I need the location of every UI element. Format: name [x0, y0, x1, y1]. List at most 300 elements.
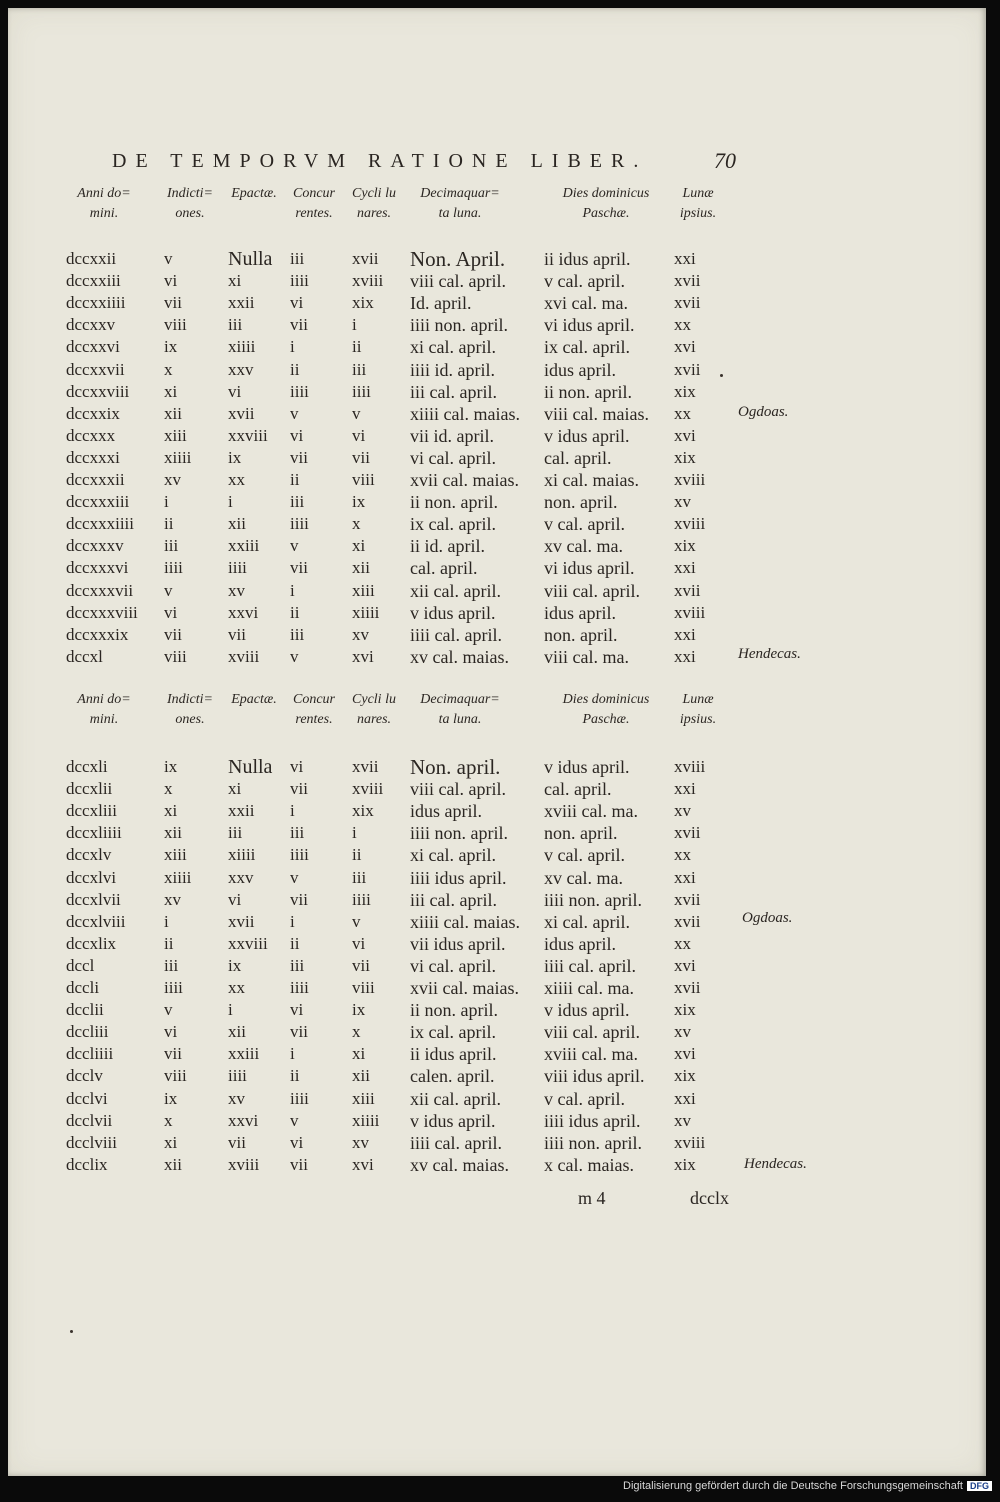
cell-concurrent: v [290, 403, 299, 423]
cell-moon-age: xvi [674, 955, 696, 975]
side-note-hendecas-1: Hendecas. [738, 646, 801, 662]
cell-easter-sunday: v cal. april. [544, 1088, 625, 1109]
cell-year: dccxxviii [66, 381, 130, 401]
cell-year: dccxxix [66, 403, 120, 423]
cell-year: dccxxxvii [66, 580, 134, 600]
cell-easter-sunday: iiii cal. april. [544, 955, 636, 976]
cell-easter-sunday: v cal. april. [544, 271, 625, 292]
cell-lunar-cycle: ix [352, 492, 366, 512]
cell-concurrent: vii [290, 558, 308, 578]
cell-concurrent: iiii [290, 271, 309, 291]
cell-concurrent: i [290, 1044, 295, 1064]
cell-epact: xx [228, 470, 245, 489]
cell-moon-age: xx [674, 315, 691, 335]
dfg-logo: DFG [967, 1481, 992, 1491]
cell-year: dccxxv [66, 315, 116, 335]
cell-indiction: viii [164, 1066, 187, 1086]
cell-year: dccxxvi [66, 337, 120, 357]
cell-epact: xx [228, 978, 245, 997]
cell-year: dcclv [66, 1066, 103, 1086]
cell-lunar-cycle: iii [352, 867, 367, 887]
cell-epact: xv [228, 580, 245, 600]
cell-concurrent: vii [290, 779, 308, 799]
cell-moon-age: xix [674, 1066, 696, 1086]
cell-luna-xiv: ix cal. april. [410, 1022, 496, 1043]
running-head-title: DE TEMPORVM RATIONE LIBER. [112, 150, 648, 172]
cell-indiction: vii [164, 293, 182, 313]
cell-lunar-cycle: xvii [352, 757, 379, 776]
cell-indiction: vii [164, 1044, 182, 1064]
cell-moon-age: xv [674, 801, 691, 821]
cell-easter-sunday: xv cal. ma. [544, 536, 623, 557]
cell-moon-age: xxi [674, 624, 696, 644]
cell-luna-xiv: xii cal. april. [410, 580, 501, 601]
cell-easter-sunday: viii cal. april. [544, 580, 640, 601]
cell-moon-age: xix [674, 381, 696, 401]
cell-epact: xviii [228, 1154, 260, 1174]
cell-lunar-cycle: xv [352, 624, 369, 644]
cell-lunar-cycle: xix [352, 293, 374, 313]
cell-easter-sunday: iiii non. april. [544, 889, 642, 910]
cell-moon-age: xxi [674, 779, 696, 799]
cell-indiction: viii [164, 646, 187, 666]
cell-year: dccliiii [66, 1044, 114, 1064]
cell-epact: xiiii [228, 845, 256, 865]
cell-luna-xiv: ii idus april. [410, 1044, 497, 1065]
header-epact: Epactæ. [231, 692, 277, 707]
cell-luna-xiv: iiii cal. april. [410, 1132, 502, 1153]
cell-year: dcclii [66, 1000, 104, 1020]
header-concurrent: Concur rentes. [293, 186, 335, 221]
cell-luna-xiv: idus april. [410, 801, 482, 822]
cell-easter-sunday: idus april. [544, 359, 616, 380]
cell-moon-age: xvii [674, 580, 701, 600]
cell-indiction: xv [164, 470, 181, 489]
cell-lunar-cycle: ix [352, 1000, 366, 1020]
cell-moon-age: xix [674, 447, 696, 467]
cell-lunar-cycle: viii [352, 978, 375, 997]
cell-epact: ix [228, 447, 242, 467]
cell-concurrent: iii [290, 492, 305, 512]
cell-concurrent: iiii [290, 1088, 309, 1108]
cell-luna-xiv: xiiii cal. maias. [410, 403, 520, 424]
cell-moon-age: xx [674, 403, 691, 423]
cell-lunar-cycle: xiiii [352, 602, 380, 622]
cell-indiction: vi [164, 1022, 178, 1042]
cell-lunar-cycle: xiii [352, 1088, 375, 1108]
cell-moon-age: xv [674, 492, 691, 512]
cell-concurrent: i [290, 801, 295, 821]
cell-moon-age: xvi [674, 425, 696, 445]
cell-lunar-cycle: vii [352, 955, 370, 975]
cell-moon-age: xvii [674, 271, 701, 291]
cell-epact: vi [228, 889, 242, 909]
cell-easter-sunday: viii idus april. [544, 1066, 645, 1087]
header-easter-sunday: Dies dominicus Paschæ. [562, 186, 650, 221]
cell-moon-age: xvi [674, 1044, 696, 1064]
cell-easter-sunday: v idus april. [544, 1000, 630, 1021]
cell-easter-sunday: non. april. [544, 492, 618, 513]
cell-concurrent: vii [290, 1154, 308, 1174]
cell-epact: ix [228, 955, 242, 975]
cell-year: dccxxxvi [66, 558, 129, 578]
cell-concurrent: ii [290, 359, 300, 379]
cell-lunar-cycle: xv [352, 1132, 369, 1152]
cell-lunar-cycle: xviii [352, 779, 384, 799]
cell-epact: xxvi [228, 1110, 259, 1130]
cell-easter-sunday: non. april. [544, 624, 618, 645]
cell-lunar-cycle: xiii [352, 580, 375, 600]
cell-lunar-cycle: xvi [352, 1154, 374, 1174]
cell-year: dccxxxix [66, 624, 129, 644]
cell-easter-sunday: v idus april. [544, 425, 630, 446]
cell-indiction: xiiii [164, 447, 192, 467]
cell-epact: i [228, 1000, 233, 1020]
header-luna-xiv: Decimaquar= ta luna. [420, 186, 500, 221]
cell-moon-age: xviii [674, 514, 706, 534]
cell-lunar-cycle: i [352, 315, 357, 335]
cell-luna-xiv: ix cal. april. [410, 514, 496, 535]
cell-luna-xiv: xvii cal. maias. [410, 470, 519, 490]
cell-concurrent: ii [290, 470, 300, 489]
cell-concurrent: iii [290, 624, 305, 644]
cell-luna-xiv: xv cal. maias. [410, 646, 509, 667]
cell-concurrent: vii [290, 315, 308, 335]
cell-concurrent: vi [290, 425, 304, 445]
cell-luna-xiv: xv cal. maias. [410, 1154, 509, 1175]
credit-text: Digitalisierung gefördert durch die Deutsche Forschungsgemeinschaft [623, 1480, 963, 1492]
cell-indiction: vii [164, 624, 182, 644]
cell-lunar-cycle: viii [352, 470, 375, 489]
cell-lunar-cycle: iiii [352, 381, 371, 401]
cell-luna-xiv: xiiii cal. maias. [410, 911, 520, 932]
header-easter-sunday: Dies dominicus Paschæ. [562, 692, 650, 727]
cell-concurrent: vi [290, 757, 304, 776]
header-moon-age: Lunæ ipsius. [679, 692, 717, 727]
cell-concurrent: vi [290, 293, 304, 313]
cell-epact: iiii [228, 558, 247, 578]
cell-moon-age: xviii [674, 470, 706, 489]
book-page [8, 8, 986, 1476]
cell-moon-age: xx [674, 933, 691, 953]
cell-epact: xii [228, 1022, 246, 1042]
cell-epact: xxv [228, 359, 254, 379]
digitization-credit [623, 1480, 992, 1492]
cell-epact: vi [228, 381, 242, 401]
cell-epact: xvii [228, 403, 255, 423]
cell-easter-sunday: iiii non. april. [544, 1132, 642, 1153]
cell-luna-xiv: xii cal. april. [410, 1088, 501, 1109]
cell-lunar-cycle: iii [352, 359, 367, 379]
cell-concurrent: vi [290, 1000, 304, 1020]
cell-epact: Nulla [228, 248, 273, 270]
cell-easter-sunday: xv cal. ma. [544, 867, 623, 888]
cell-year: dccxxvii [66, 359, 125, 379]
side-note-hendecas-2: Hendecas. [744, 1156, 807, 1172]
cell-easter-sunday: v cal. april. [544, 845, 625, 866]
cell-easter-sunday: xi cal. april. [544, 911, 630, 932]
cell-moon-age: xxi [674, 1088, 696, 1108]
cell-indiction: ix [164, 337, 178, 357]
cell-epact: iiii [228, 1066, 247, 1086]
cell-indiction: vi [164, 602, 178, 622]
cell-epact: xi [228, 779, 242, 799]
cell-epact: xxviii [228, 933, 268, 953]
header-moon-age: Lunæ ipsius. [679, 186, 717, 221]
cell-luna-xiv: v idus april. [410, 1110, 496, 1131]
cell-epact: Nulla [228, 756, 273, 778]
cell-indiction: v [164, 1000, 173, 1020]
cell-easter-sunday: vi idus april. [544, 315, 635, 336]
cell-concurrent: i [290, 337, 295, 357]
cell-lunar-cycle: xi [352, 1044, 366, 1064]
cell-indiction: xii [164, 403, 182, 423]
cell-moon-age: xix [674, 1154, 696, 1174]
page-number: 70 [714, 148, 736, 173]
cell-concurrent: iiii [290, 514, 309, 534]
cell-indiction: x [164, 779, 173, 799]
cell-indiction: xiii [164, 845, 187, 865]
cell-luna-xiv: Non. april. [410, 755, 501, 779]
cell-moon-age: xviii [674, 1132, 706, 1152]
cell-lunar-cycle: iiii [352, 889, 371, 909]
cell-year: dccxliiii [66, 823, 122, 843]
cell-lunar-cycle: xi [352, 536, 366, 556]
cell-epact: xii [228, 514, 246, 534]
cell-year: dccxxxiiii [66, 514, 134, 534]
cell-easter-sunday: viii cal. ma. [544, 646, 629, 667]
cell-moon-age: xv [674, 1110, 691, 1130]
cell-indiction: v [164, 580, 173, 600]
cell-indiction: iii [164, 536, 179, 556]
cell-easter-sunday: xi cal. maias. [544, 470, 639, 490]
cell-concurrent: v [290, 536, 299, 556]
cell-lunar-cycle: x [352, 1022, 361, 1042]
cell-indiction: i [164, 492, 169, 512]
cell-lunar-cycle: v [352, 403, 361, 423]
cell-easter-sunday: xviii cal. ma. [544, 801, 638, 822]
cell-concurrent: iii [290, 823, 305, 843]
cell-easter-sunday: idus april. [544, 602, 616, 623]
cell-lunar-cycle: i [352, 823, 357, 843]
cell-moon-age: xvii [674, 978, 701, 997]
cell-luna-xiv: Id. april. [410, 293, 472, 314]
cell-year: dccl [66, 955, 95, 975]
cell-luna-xiv: vi cal. april. [410, 955, 496, 976]
cell-moon-age: xxi [674, 867, 696, 887]
cell-epact: xv [228, 1088, 245, 1108]
cell-concurrent: iiii [290, 978, 309, 997]
cell-year: dccxxiii [66, 271, 121, 291]
cell-indiction: xii [164, 1154, 182, 1174]
cell-easter-sunday: v cal. april. [544, 514, 625, 535]
cell-lunar-cycle: x [352, 514, 361, 534]
cell-epact: xxii [228, 801, 255, 821]
cell-year: dcclviii [66, 1132, 117, 1152]
cell-concurrent: vi [290, 1132, 304, 1152]
cell-concurrent: v [290, 867, 299, 887]
cell-indiction: iiii [164, 558, 183, 578]
cell-year: dccxliii [66, 801, 117, 821]
cell-year: dccxxx [66, 425, 116, 445]
cell-concurrent: ii [290, 933, 300, 953]
cell-year: dccxlix [66, 933, 117, 953]
cell-indiction: xiii [164, 425, 187, 445]
cell-luna-xiv: iiii idus april. [410, 867, 507, 888]
cell-lunar-cycle: ii [352, 845, 362, 865]
cell-indiction: xiiii [164, 867, 192, 887]
cell-moon-age: xvi [674, 337, 696, 357]
cell-moon-age: xv [674, 1022, 691, 1042]
header-year: Anni do= mini. [77, 692, 131, 727]
cell-easter-sunday: cal. april. [544, 779, 612, 800]
cell-epact: vii [228, 624, 246, 644]
cell-lunar-cycle: xvi [352, 646, 374, 666]
cell-lunar-cycle: xviii [352, 271, 384, 291]
cell-concurrent: ii [290, 602, 300, 622]
header-epact: Epactæ. [231, 186, 277, 201]
side-note-ogdoas-1: Ogdoas. [738, 404, 789, 420]
cell-easter-sunday: x cal. maias. [544, 1154, 634, 1175]
cell-year: dcclvii [66, 1110, 113, 1130]
cell-concurrent: ii [290, 1066, 300, 1086]
cell-luna-xiv: vii id. april. [410, 425, 494, 446]
cell-easter-sunday: xvi cal. ma. [544, 293, 628, 314]
cell-lunar-cycle: xiiii [352, 1110, 380, 1130]
cell-year: dccxxiiii [66, 293, 126, 313]
cell-luna-xiv: iiii non. april. [410, 315, 508, 336]
cell-easter-sunday: ii idus april. [544, 249, 631, 269]
cell-concurrent: i [290, 911, 295, 931]
cell-lunar-cycle: v [352, 911, 361, 931]
cell-luna-xiv: cal. april. [410, 558, 478, 579]
cell-epact: xxviii [228, 425, 268, 445]
cell-epact: i [228, 492, 233, 512]
cell-moon-age: xxi [674, 646, 696, 666]
cell-moon-age: xvii [674, 889, 701, 909]
cell-lunar-cycle: vi [352, 933, 366, 953]
cell-easter-sunday: idus april. [544, 933, 616, 954]
cell-luna-xiv: ii non. april. [410, 492, 498, 513]
cell-lunar-cycle: xii [352, 558, 370, 578]
cell-easter-sunday: ii non. april. [544, 381, 632, 402]
cell-lunar-cycle: vii [352, 447, 370, 467]
signature-mark: m 4 [578, 1188, 606, 1208]
cell-lunar-cycle: xix [352, 801, 374, 821]
cell-luna-xiv: vi cal. april. [410, 447, 496, 468]
cell-concurrent: v [290, 1110, 299, 1130]
cell-easter-sunday: cal. april. [544, 447, 612, 468]
cell-luna-xiv: iiii non. april. [410, 823, 508, 844]
cell-moon-age: xxi [674, 249, 696, 268]
cell-indiction: xi [164, 801, 178, 821]
cell-luna-xiv: iii cal. april. [410, 889, 497, 910]
cell-year: dccli [66, 978, 100, 997]
cell-indiction: ii [164, 514, 174, 534]
cell-indiction: xi [164, 381, 178, 401]
cell-epact: xxiii [228, 536, 260, 556]
cell-easter-sunday: iiii idus april. [544, 1110, 641, 1131]
cell-concurrent: v [290, 646, 299, 666]
cell-concurrent: vii [290, 889, 308, 909]
cell-concurrent: vii [290, 1022, 308, 1042]
cell-concurrent: iiii [290, 845, 309, 865]
cell-indiction: ii [164, 933, 174, 953]
cell-lunar-cycle: xii [352, 1066, 370, 1086]
cell-epact: iii [228, 315, 243, 335]
cell-luna-xiv: xi cal. april. [410, 337, 496, 358]
cell-year: dccxl [66, 646, 103, 666]
cell-indiction: ix [164, 757, 178, 776]
cell-year: dccxlii [66, 779, 113, 799]
cell-indiction: x [164, 359, 173, 379]
cell-year: dccxxxv [66, 536, 124, 556]
cell-epact: xviii [228, 646, 260, 666]
header-indiction: Indicti= ones. [167, 692, 213, 727]
cell-indiction: iii [164, 955, 179, 975]
header-year: Anni do= mini. [77, 186, 131, 221]
cell-year: dccxxii [66, 249, 117, 268]
cell-luna-xiv: viii cal. april. [410, 271, 506, 292]
catchword: dcclx [690, 1188, 729, 1208]
cell-indiction: vi [164, 271, 178, 291]
cell-year: dccliii [66, 1022, 109, 1042]
cell-indiction: xv [164, 889, 181, 909]
cell-luna-xiv: xi cal. april. [410, 845, 496, 866]
cell-luna-xiv: xvii cal. maias. [410, 978, 519, 998]
cell-year: dccxxxii [66, 470, 125, 489]
cell-year: dcclix [66, 1154, 108, 1174]
cell-epact: xxvi [228, 602, 259, 622]
cell-easter-sunday: ix cal. april. [544, 337, 630, 358]
cell-moon-age: xvii [674, 293, 701, 313]
cell-year: dccxlv [66, 845, 112, 865]
side-note-ogdoas-2: Ogdoas. [742, 910, 793, 926]
cell-luna-xiv: calen. april. [410, 1066, 495, 1087]
cell-lunar-cycle: ii [352, 337, 362, 357]
cell-year: dccxxxiii [66, 492, 130, 512]
header-lunar-cycle: Cycli lu nares. [352, 692, 396, 727]
cell-moon-age: xviii [674, 602, 706, 622]
cell-luna-xiv: ii id. april. [410, 536, 485, 557]
cell-epact: xxiii [228, 1044, 260, 1064]
cell-concurrent: vii [290, 447, 308, 467]
cell-epact: iii [228, 823, 243, 843]
cell-epact: xvii [228, 911, 255, 931]
header-luna-xiv: Decimaquar= ta luna. [420, 692, 500, 727]
cell-concurrent: iii [290, 249, 305, 268]
cell-moon-age: xvii [674, 911, 701, 931]
cell-luna-xiv: viii cal. april. [410, 779, 506, 800]
cell-indiction: ix [164, 1088, 178, 1108]
cell-epact: xiiii [228, 337, 256, 357]
cell-indiction: xii [164, 823, 182, 843]
cell-year: dccxlviii [66, 911, 126, 931]
cell-year: dccxxxviii [66, 602, 138, 622]
cell-easter-sunday: viii cal. april. [544, 1022, 640, 1043]
cell-year: dcclvi [66, 1088, 108, 1108]
cell-luna-xiv: iiii id. april. [410, 359, 495, 380]
cell-moon-age: xvii [674, 823, 701, 843]
cell-moon-age: xxi [674, 558, 696, 578]
cell-indiction: i [164, 911, 169, 931]
cell-moon-age: xx [674, 845, 691, 865]
cell-indiction: x [164, 1110, 173, 1130]
cell-luna-xiv: Non. April. [410, 247, 506, 271]
cell-lunar-cycle: vi [352, 425, 366, 445]
header-concurrent: Concur rentes. [293, 692, 335, 727]
ink-speck [720, 374, 723, 377]
